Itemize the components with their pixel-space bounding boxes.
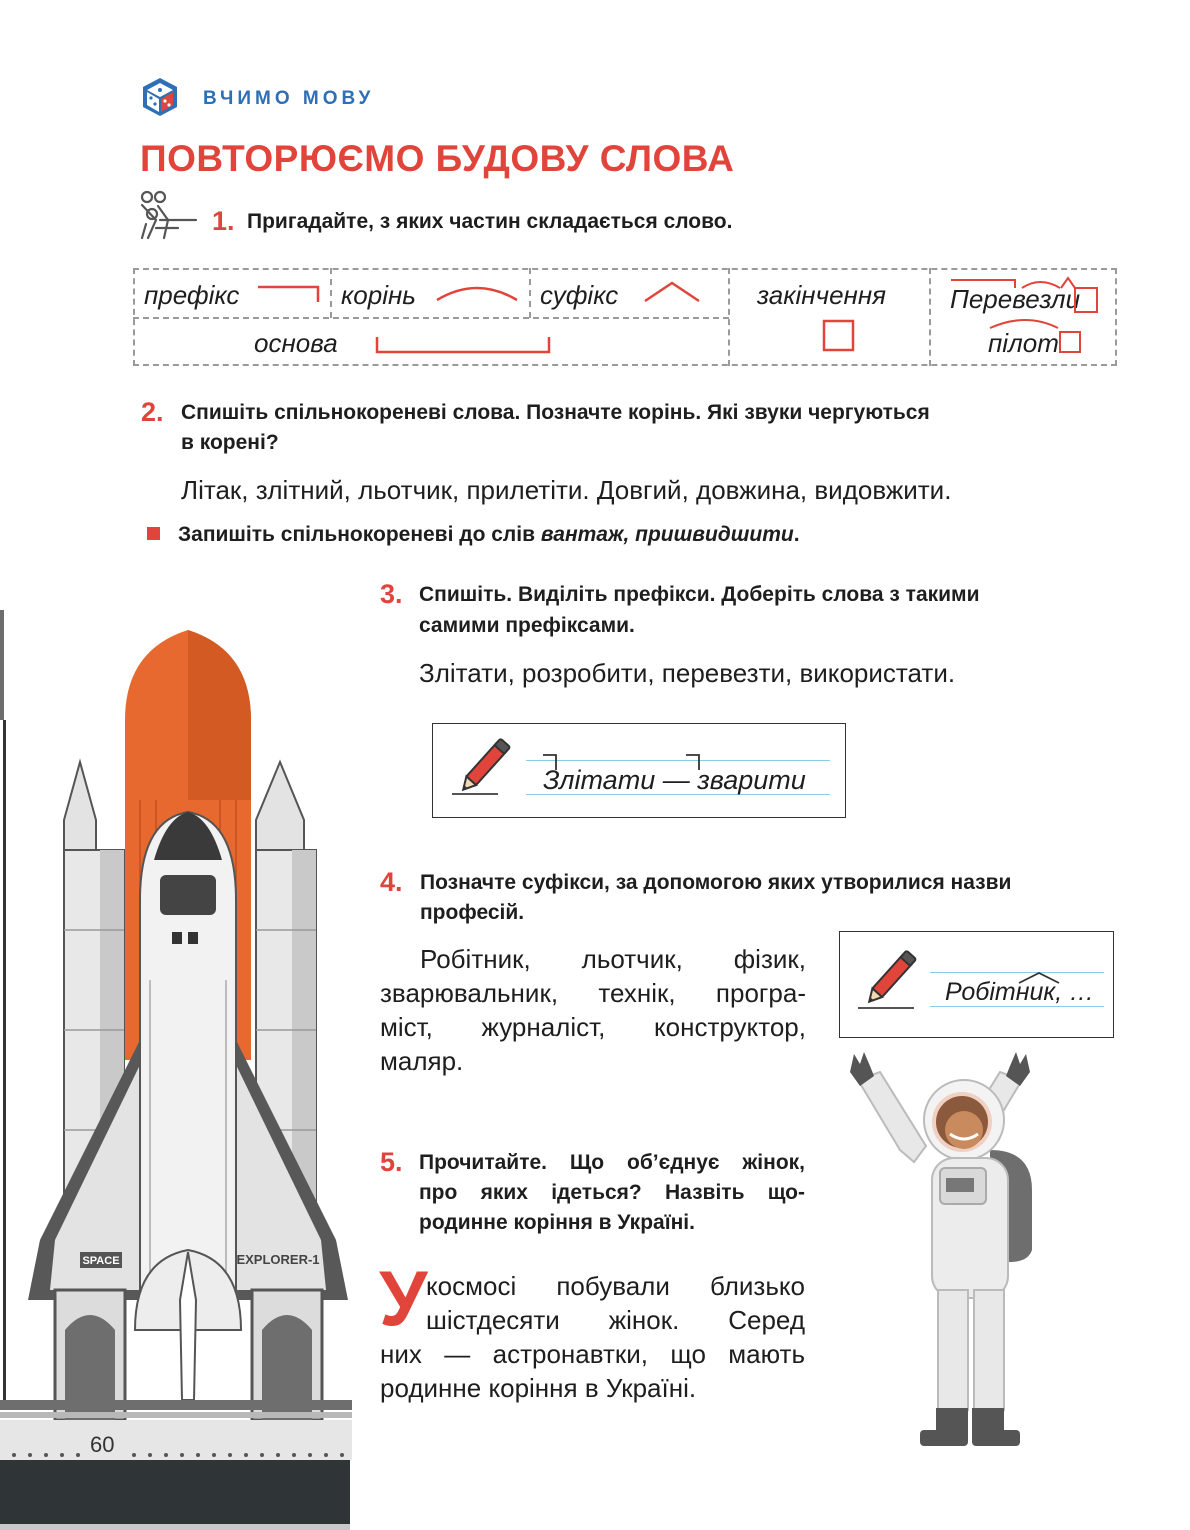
task4-sample-marks: [1016, 970, 1066, 986]
example-word-2: пілот: [988, 328, 1059, 358]
root-mark: [434, 282, 520, 304]
task5-text-line3: родинне коріння в Україні.: [419, 1211, 695, 1234]
page-number: 60: [90, 1432, 115, 1457]
astronaut-illustration: [840, 1050, 1040, 1450]
section-label: ВЧИМО МОВУ: [203, 88, 375, 109]
task5-story-line4: родинне коріння в Україні.: [380, 1373, 697, 1403]
task1-text: Пригадайте, з яких частин складається слово.: [247, 210, 733, 233]
task3-number: 3.: [380, 579, 403, 609]
task4-text-line2: професій.: [420, 901, 525, 924]
group-work-icon: [138, 190, 200, 244]
task2-text-line2: в корені?: [181, 431, 279, 454]
rocket-label-left: SPACE: [82, 1255, 120, 1267]
pencil-icon: [450, 728, 524, 800]
drop-cap: У: [379, 1254, 428, 1342]
space-shuttle-illustration: [0, 600, 352, 1530]
example-word-2-marks: [986, 316, 1086, 358]
task5-number: 5.: [380, 1147, 403, 1177]
dice-cube-icon: [140, 76, 180, 118]
task4-number: 4.: [380, 867, 403, 897]
stem-mark: [374, 334, 554, 356]
rocket-label-right: EXPLORER-1: [236, 1252, 320, 1267]
task1-number: 1.: [212, 206, 235, 236]
prefix-mark: [256, 284, 322, 304]
task3-words: Злітати, розробити, перевезти, використати.: [419, 658, 956, 688]
suffix-label: суфікс: [540, 280, 619, 310]
task3-sample-text: Злітати — зварити: [543, 765, 806, 795]
task2-extra-before: Запишіть спільнокореневі до слів: [178, 523, 541, 546]
example-word-1: Перевезли: [950, 284, 1081, 314]
root-label: корінь: [341, 280, 416, 310]
example-word-1-marks: [948, 274, 1100, 316]
task4-words-line1: Робітник, льотчик, фізик,: [420, 944, 806, 974]
task2-extra-words: вантаж, пришвидшити: [540, 523, 794, 546]
task3-text-line1: Спишіть. Виділіть префікси. Доберіть слова з такими: [419, 583, 980, 606]
square-bullet-icon: [147, 527, 160, 540]
task3-sample-marks: [538, 750, 718, 774]
task4-text-line1: Позначте суфікси, за допомогою яких утворилися назви: [420, 871, 1012, 894]
task3-text-line2: самими префіксами.: [419, 614, 635, 637]
task2-number: 2.: [141, 397, 164, 427]
task4-sample-text: Робітник, …: [945, 978, 1095, 1006]
task5-text-line1: Прочитайте. Що об’єднує жінок,: [419, 1151, 805, 1174]
task2-extra-after: .: [793, 523, 800, 546]
task4-words-line3: міст, журналіст, конструктор,: [380, 1012, 806, 1042]
prefix-label: префікс: [144, 280, 240, 310]
task4-words-line2: зварювальник, технік, програ-: [380, 978, 806, 1008]
suffix-mark: [642, 279, 702, 305]
task2-extra: [178, 520, 800, 550]
task5-story-line3: них — астронавтки, що мають: [380, 1339, 805, 1369]
task5-story-line1: космосі побували близько: [426, 1271, 805, 1301]
task2-words: Літак, злітний, льотчик, прилетіти. Довгий, довжина, видовжити.: [181, 475, 952, 505]
task2-text-line1: Спишіть спільнокореневі слова. Позначте корінь. Які звуки чергуються: [181, 401, 930, 424]
page-title: ПОВТОРЮЄМО БУДОВУ СЛОВА: [140, 138, 735, 179]
pencil-icon: [856, 940, 930, 1012]
ending-mark: [822, 319, 856, 353]
task5-text-line2: про яких ідеться? Назвіть що-: [419, 1181, 805, 1204]
ending-label: закінчення: [757, 280, 887, 310]
task4-words-last: маляр.: [380, 1046, 464, 1076]
stem-label: основа: [254, 328, 338, 358]
task5-story-line2: шістдесяти жінок. Серед: [426, 1305, 805, 1335]
